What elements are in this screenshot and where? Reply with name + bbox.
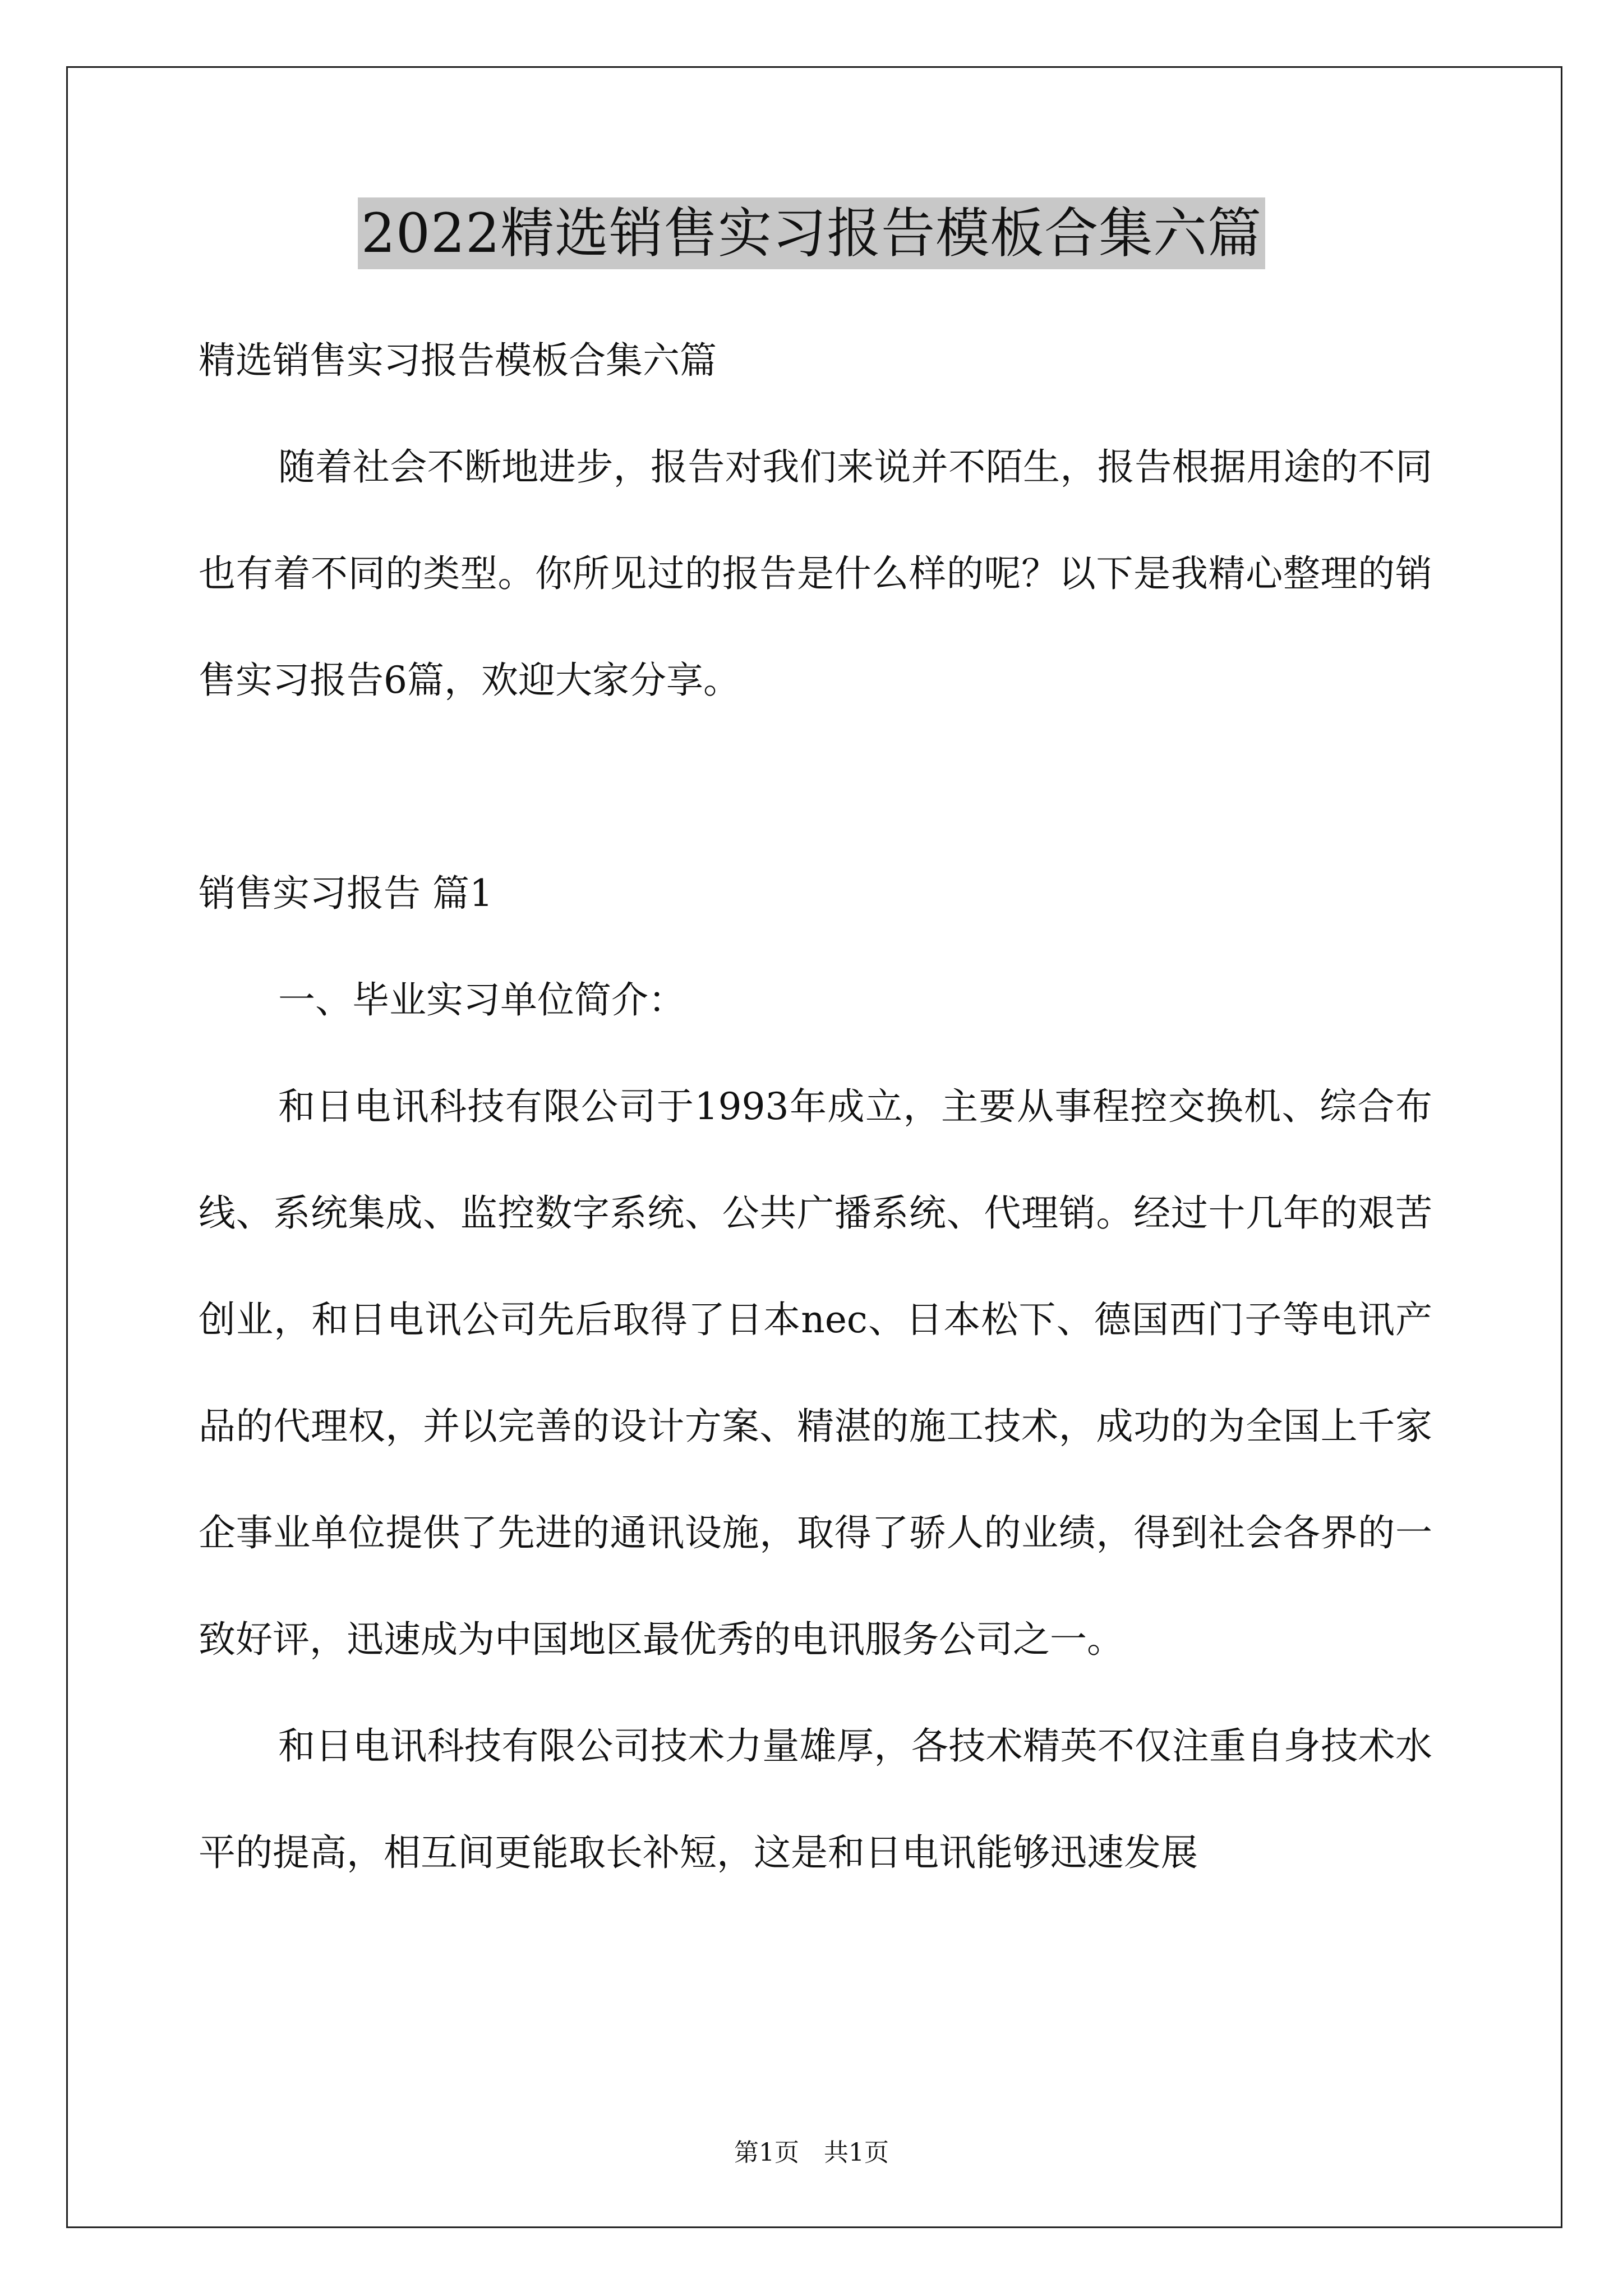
intro-paragraph: 随着社会不断地进步，报告对我们来说并不陌生，报告根据用途的不同也有着不同的类型。你所见过的报告是什么样的呢？以下是我精心整理的销售实习报告6篇，欢迎大家分享。 — [199, 445, 1432, 702]
page-total: 共1页 — [824, 2138, 889, 2167]
document-subtitle: 精选销售实习报告模板合集六篇 — [199, 339, 717, 382]
page-footer — [0, 2136, 1623, 2170]
document-body — [199, 307, 1432, 1906]
subheading: 一、毕业实习单位简介： — [278, 978, 685, 1022]
body-paragraph: 和日电讯科技有限公司于1993年成立，主要从事程控交换机、综合布线、系统集成、监控数字系统、公共广播系统、代理销。经过十几年的艰苦创业，和日电讯公司先后取得了日本nec、日本松下、德国西门子等电讯产品的代理权，并以完善的设计方案、精湛的施工技术，成功的为全国上千家企事业单位提供了先进的通讯设施，取得了骄人的业绩，得到社会各界的一致好评，迅速成为中国地区最优秀的电讯服务公司之一。 — [199, 1085, 1432, 1661]
title-container — [0, 197, 1623, 269]
document-title: 2022精选销售实习报告模板合集六篇 — [358, 197, 1265, 269]
section-heading: 销售实习报告 篇1 — [199, 872, 493, 915]
body-paragraph: 和日电讯科技有限公司技术力量雄厚，各技术精英不仅注重自身技术水平的提高，相互间更能取长补短，这是和日电讯能够迅速发展 — [199, 1724, 1432, 1874]
page-number: 第1页 — [734, 2138, 799, 2167]
section-spacer — [199, 734, 1432, 840]
